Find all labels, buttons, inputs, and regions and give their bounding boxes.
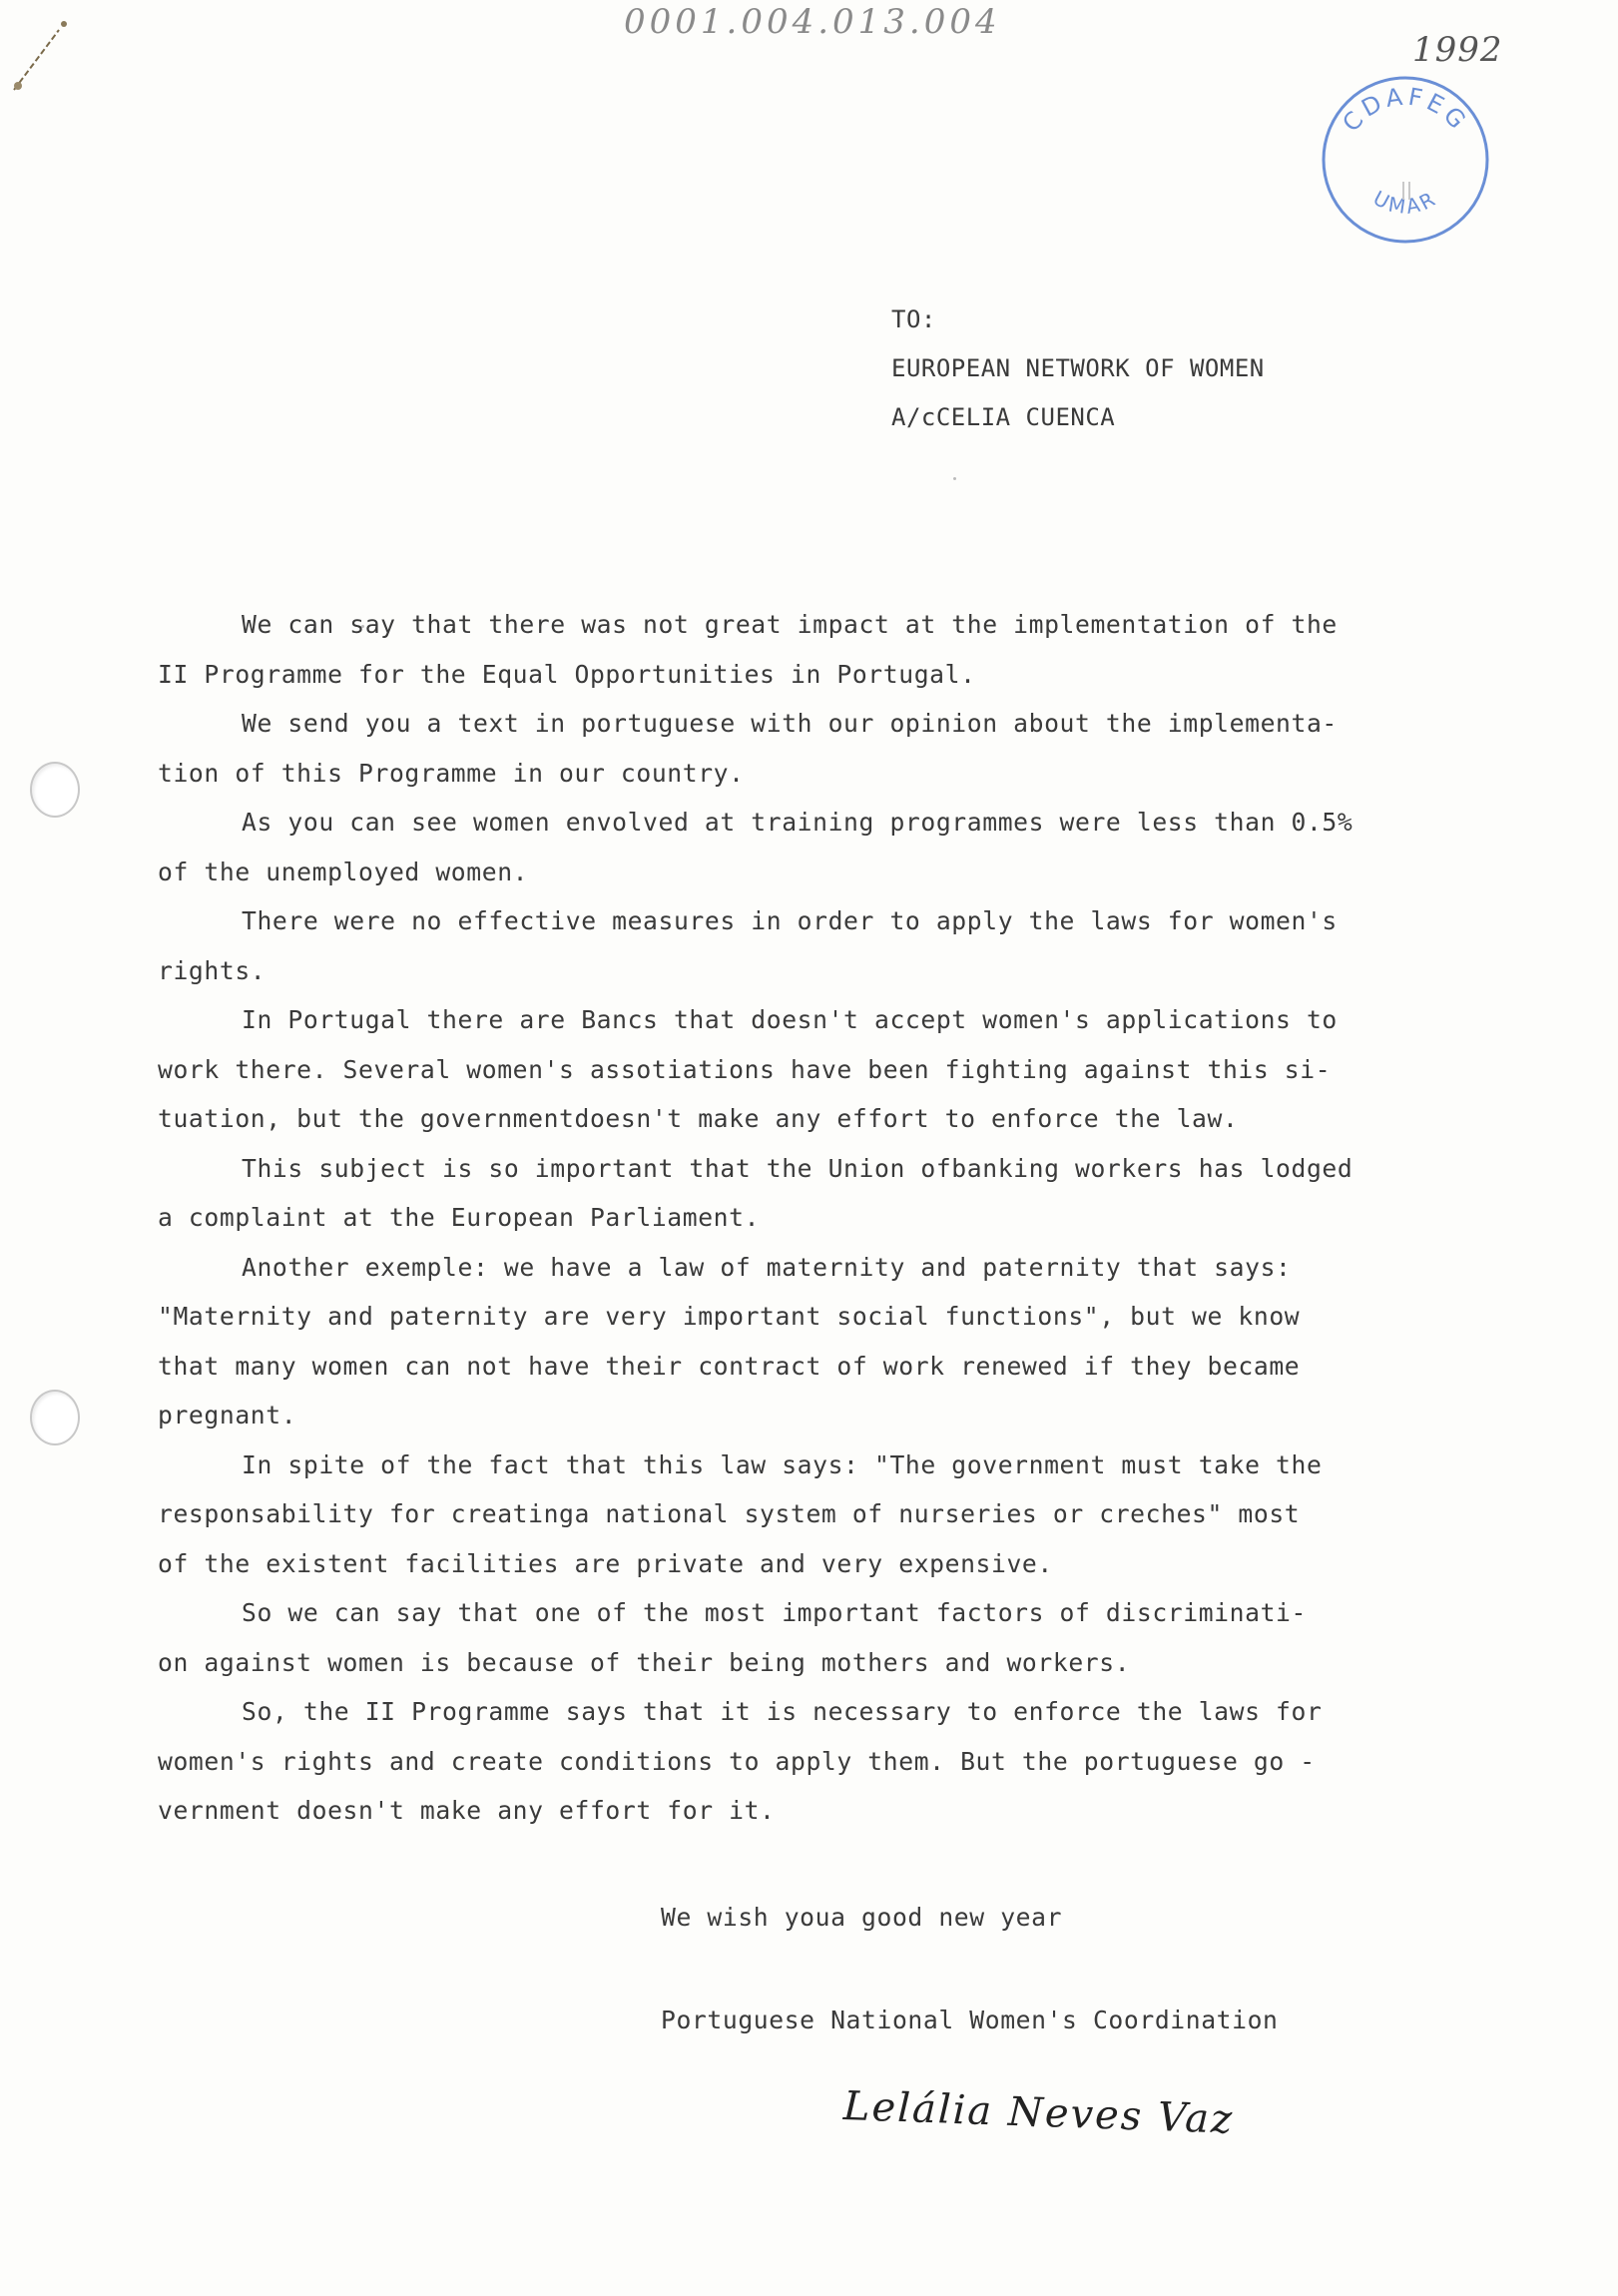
sender-organization: Portuguese National Women's Coordination xyxy=(661,2006,1279,2034)
body-line: of the existent facilities are private and very expensive. xyxy=(158,1548,1053,1578)
body-line: that many women can not have their contract of work renewed if they became xyxy=(158,1351,1301,1381)
closing-greeting: We wish youa good new year xyxy=(661,1903,1063,1932)
body-line: tion of this Programme in our country. xyxy=(158,758,745,788)
body-line: of the unemployed women. xyxy=(158,857,529,886)
body-line: responsability for creatinga national system of nurseries or creches" most xyxy=(158,1499,1301,1528)
corner-smudge-mark xyxy=(4,10,84,100)
body-line: a complaint at the European Parliament. xyxy=(158,1203,761,1232)
body-line: "Maternity and paternity are very important social functions", but we know xyxy=(158,1302,1301,1331)
body-line: Another exemple: we have a law of maternity and paternity that says: xyxy=(242,1252,1292,1282)
recipient-attention: A/cCELIA CUENCA xyxy=(891,403,1116,431)
body-line: In spite of the fact that this law says: "The government must take the xyxy=(242,1449,1323,1479)
archive-reference-code: 0001.004.013.004 xyxy=(624,2,1001,42)
body-line: women's rights and create conditions to apply them. But the portuguese go - xyxy=(158,1746,1316,1776)
body-line: We can say that there was not great impact at the implementation of the xyxy=(242,610,1338,639)
body-line: tuation, but the governmentdoesn't make any effort to enforce the law. xyxy=(158,1104,1239,1133)
body-line: So, the II Programme says that it is necessary to enforce the laws for xyxy=(242,1697,1323,1726)
stamp-bottom-text: UMAR xyxy=(1368,185,1442,220)
handwritten-signature: Lelália Neves Vaz xyxy=(842,2083,1235,2143)
body-line: vernment doesn't make any effort for it. xyxy=(158,1796,776,1825)
svg-text:UMAR xyxy=(1369,186,1441,219)
letter-body xyxy=(158,600,1445,1836)
body-line: on against women is because of their being mothers and workers. xyxy=(158,1647,1131,1677)
body-line: In Portugal there are Bancs that doesn't accept women's applications to xyxy=(242,1005,1338,1034)
body-line: work there. Several women's assotiations have been fighting against this si- xyxy=(158,1054,1332,1084)
handwritten-year: 1992 xyxy=(1412,30,1503,70)
paper-speck xyxy=(953,477,956,480)
body-line: This subject is so important that the Union ofbanking workers has lodged xyxy=(242,1153,1353,1183)
body-line: As you can see women envolved at training programmes were less than 0.5% xyxy=(242,808,1353,837)
binder-punch-hole-top xyxy=(30,762,80,818)
svg-text:CDAFEG xyxy=(1337,82,1473,137)
body-line: We send you a text in portuguese with our opinion about the implementa- xyxy=(242,709,1338,738)
recipient-label: TO: xyxy=(891,305,936,333)
binder-punch-hole-bottom xyxy=(30,1390,80,1445)
body-line: rights. xyxy=(158,955,267,985)
body-line: There were no effective measures in order to apply the laws for women's xyxy=(242,906,1338,935)
recipient-block xyxy=(891,295,1265,442)
body-line: So we can say that one of the most important factors of discriminati- xyxy=(242,1598,1307,1627)
stamp-top-text: CDAFEG xyxy=(1337,82,1474,138)
body-line: II Programme for the Equal Opportunities in Portugal. xyxy=(158,659,976,689)
recipient-organization: EUROPEAN NETWORK OF WOMEN xyxy=(891,354,1265,382)
body-line: pregnant. xyxy=(158,1401,297,1430)
cdafeg-umar-stamp xyxy=(1316,70,1495,250)
